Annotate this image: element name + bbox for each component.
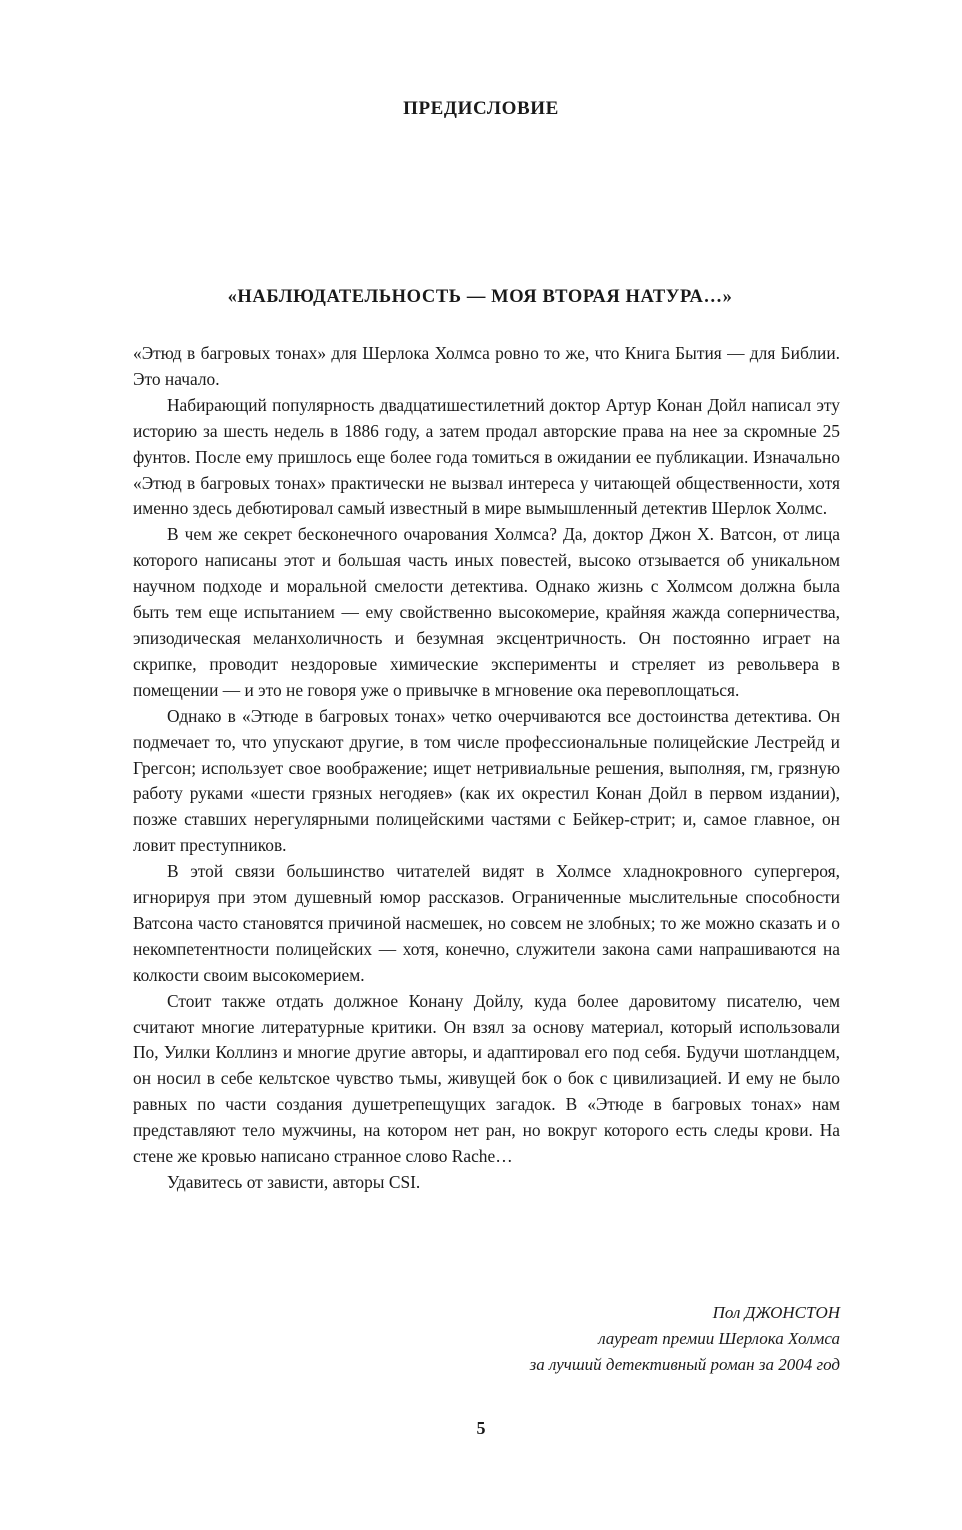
section-header: ПРЕДИСЛОВИЕ [403, 98, 559, 119]
paragraph: «Этюд в багровых тонах» для Шерлока Холмса ровно то же, что Книга Бытия — для Библии. Это начало. [133, 343, 840, 389]
paragraph: Набирающий популярность двадцатишестилетний доктор Артур Конан Дойл написал эту историю за шесть недель в 1886 году, а затем продал авторские права на нее за скромные 25 фунтов. После ему пришлось еще более года томиться в ожидании ее публикации. Изначально «Этюд в багровых тонах» практически не вызвал интереса у читающей общественности, хотя именно здесь дебютировал самый известный в мире вымышленный детектив Шерлок Холмс. [133, 394, 840, 519]
paragraph: Однако в «Этюде в багровых тонах» четко очерчиваются все достоинства детектива. Он подмечает то, что упускают другие, в том числе профессиональные полицейские Лестрейд и Грегсон; использует свое воображение; ищет нетривиальные решения, выполняя, гм, грязную работу руками «шести грязных негодяев» (как их окрестил Конан Дойл в первом издании), позже ставших нерегулярными полицейскими частями с Бейкер-стрит; и, самое главное, он ловит преступников. [133, 705, 840, 856]
paragraph: Стоит также отдать должное Конану Дойлу, куда более даровитому писателю, чем считают многие литературные критики. Он взял за основу материал, который использовали По, Уилки Коллинз и многие другие авторы, и адаптировал его под себя. Будучи шотландцем, он носил в себе кельтское чувство тьмы, живущей бок о бок с цивилизацией. И ему не было равных по части создания душетрепещущих загадок. В «Этюде в багровых тонах» нам представляют тело мужчины, на котором нет ран, но вокруг которого есть следы крови. На стене же кровью написано странное слово Rache… [133, 990, 840, 1167]
signature-block [340, 1300, 840, 1378]
chapter-title: «НАБЛЮДАТЕЛЬНОСТЬ — МОЯ ВТОРАЯ НАТУРА…» [227, 287, 733, 307]
paragraph: Удавитесь от зависти, авторы CSI. [167, 1172, 421, 1192]
paragraph: В этой связи большинство читателей видят в Холмсе хладнокровного супергероя, игнорируя при этом душевный юмор рассказов. Ограниченные мыслительные способности Ватсона часто становятся причиной насмешек, но совсем не злобных; то же можно сказать и о некомпетентности полицейских — хотя, конечно, служители закона сами напрашиваются на колкости своим высокомерием. [133, 861, 840, 985]
signature-award-detail: за лучший детективный роман за 2004 год [529, 1355, 840, 1374]
paragraph: В чем же секрет бесконечного очарования Холмса? Да, доктор Джон Х. Ватсон, от лица которого написаны этот и большая часть иных повестей, высоко отзывается об уникальном научном подходе и моральной смелости детектива. Однако жизнь с Холмсом должна была быть тем еще испытанием — ему свойственно высокомерие, крайняя жажда соперничества, эпизодическая меланхоличность и безумная эксцентричность. Он постоянно играет на скрипке, проводит нездоровые химические эксперименты и стреляет из револьвера в помещении — и это не говоря уже о привычке в мгновение ока перевоплощаться. [133, 524, 840, 700]
signature-author: Пол ДЖОНСТОН [712, 1303, 840, 1322]
signature-award: лауреат премии Шерлока Холмса [598, 1329, 840, 1348]
body-text [133, 341, 840, 1196]
page-number: 5 [476, 1418, 486, 1438]
